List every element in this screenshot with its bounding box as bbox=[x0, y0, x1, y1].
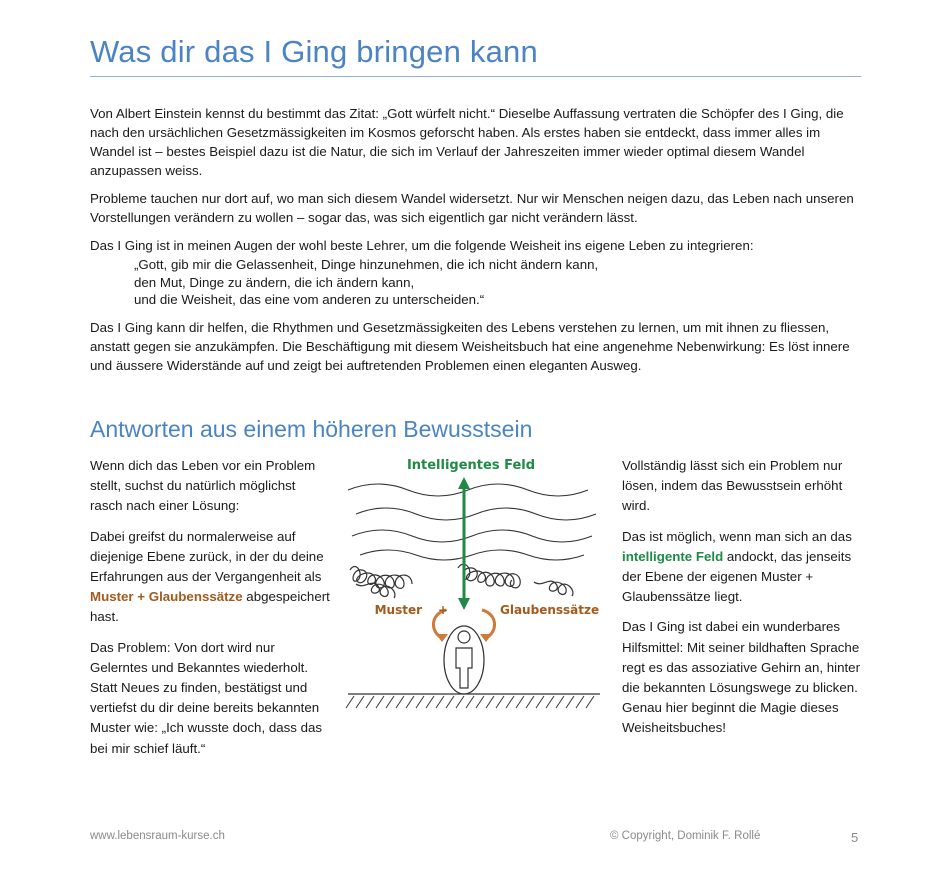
wave-lines bbox=[348, 484, 596, 560]
serenity-quote bbox=[134, 256, 862, 309]
intro-section bbox=[90, 104, 862, 384]
left-paragraph-3: Das Problem: Von dort wird nur Gelerntes und Bekanntes wiederholt. Statt Neues zu finden, bestätigst und vertiefst du dir deine bereits bekannten Muster wie: „Ich wusste doch, dass das bei mir schief läuft.“ bbox=[90, 639, 323, 756]
glaubenssaetze-label: Glaubenssätze bbox=[500, 603, 600, 617]
left-paragraph-2-text: Dabei greifst du normalerweise auf diejenige Ebene zurück, in der du deine Erfahrungen aus der Vergangenheit als bbox=[90, 528, 324, 585]
right-paragraph-3: Das I Ging ist dabei ein wunderbares Hilfsmittel: Mit seiner bildhaften Sprache regt es das assoziative Gehirn an, hinter die bekannten Lösungswege zu blicken. Genau hier beginnt die Magie dieses Weisheitsbuches! bbox=[622, 619, 860, 736]
title-divider bbox=[90, 76, 861, 77]
cycle-arrow-right-head bbox=[480, 634, 492, 642]
intro-paragraph-1: Von Albert Einstein kennst du bestimmt das Zitat: „Gott würfelt nicht.“ Dieselbe Auffassung vertraten die Schöpfer des I Ging, die nach den ursächlichen Gesetzmässigkeiten im Kosmos geforscht haben. Als erstes haben sie entdeckt, dass immer alles im Wandel ist – bestes Beispiel dazu ist die Natur, die sich im Verlauf der Jahreszeiten immer wieder optimal diesem Wandel anzupassen weiss. bbox=[90, 106, 844, 178]
quote-line: „Gott, gib mir die Gelassenheit, Dinge hinzunehmen, die ich nicht ändern kann, bbox=[134, 257, 599, 272]
cycle-arrow-left-head bbox=[436, 634, 448, 642]
right-paragraph-2-tail: andockt, das jenseits der Ebene der eigenen Muster + Glaubenssätze liegt. bbox=[622, 548, 852, 605]
intro-paragraph-3: Das I Ging ist in meinen Augen der wohl beste Lehrer, um die folgende Weisheit ins eigene Leben zu integrieren: bbox=[90, 238, 754, 253]
section-title: Antworten aus einem höheren Bewusstsein bbox=[90, 416, 533, 442]
diagram-svg bbox=[338, 452, 610, 727]
page-number: 5 bbox=[851, 830, 859, 845]
intelligent-field-label: Intelligentes Feld bbox=[406, 458, 536, 473]
page-title: Was dir das I Ging bringen kann bbox=[90, 34, 538, 69]
consciousness-diagram bbox=[338, 452, 610, 727]
plus-label: + bbox=[437, 603, 449, 617]
person-aura bbox=[444, 626, 484, 694]
scribble-layer bbox=[350, 564, 573, 598]
intelligent-field-highlight: intelligente Feld bbox=[622, 548, 724, 564]
ground-hatching bbox=[346, 696, 594, 708]
footer-copyright: © Copyright, Dominik F. Rollé bbox=[610, 830, 761, 842]
person-icon bbox=[456, 631, 472, 688]
left-paragraph-1: Wenn dich das Leben vor ein Problem stellt, suchst du natürlich möglichst rasch nach einer Lösung: bbox=[90, 458, 316, 514]
intro-paragraph-2: Probleme tauchen nur dort auf, wo man sich diesem Wandel widersetzt. Nur wir Menschen neigen dazu, das Leben nach unseren Vorstellungen verändern zu wollen – sogar das, was sich eigentlich gar nicht verändern lässt. bbox=[90, 191, 854, 225]
footer-url: www.lebensraum-kurse.ch bbox=[90, 830, 225, 842]
left-paragraph-2-tail: abgespeichert hast. bbox=[90, 589, 330, 625]
left-paragraph-2 bbox=[90, 527, 330, 628]
intro-paragraph-4: Das I Ging kann dir helfen, die Rhythmen und Gesetzmässigkeiten des Lebens verstehen zu lernen, um mit ihnen zu fliessen, anstatt gegen sie anzukämpfen. Die Beschäftigung mit diesem Weisheitsbuch hat eine angenehme Nebenwirkung: Es löst innere und äussere Widerstände auf und zeigt bei auftretenden Problemen einen eleganten Ausweg. bbox=[90, 319, 850, 373]
right-paragraph-2-text: Das ist möglich, wenn man sich an das bbox=[622, 528, 852, 544]
quote-line: den Mut, Dinge zu ändern, die ich ändern kann, bbox=[134, 274, 415, 290]
right-paragraph-1: Vollständig lässt sich ein Problem nur lösen, indem das Bewusstsein erhöht wird. bbox=[622, 458, 843, 514]
muster-highlight: Muster + Glaubenssätze bbox=[90, 589, 243, 605]
right-column bbox=[622, 456, 860, 749]
arrow-up-head bbox=[458, 477, 470, 489]
left-column bbox=[90, 456, 330, 769]
arrow-down-head bbox=[458, 598, 470, 610]
muster-label: Muster bbox=[374, 603, 422, 617]
right-paragraph-2 bbox=[622, 527, 860, 608]
quote-line: und die Weisheit, das eine vom anderen zu unterscheiden.“ bbox=[134, 292, 485, 307]
